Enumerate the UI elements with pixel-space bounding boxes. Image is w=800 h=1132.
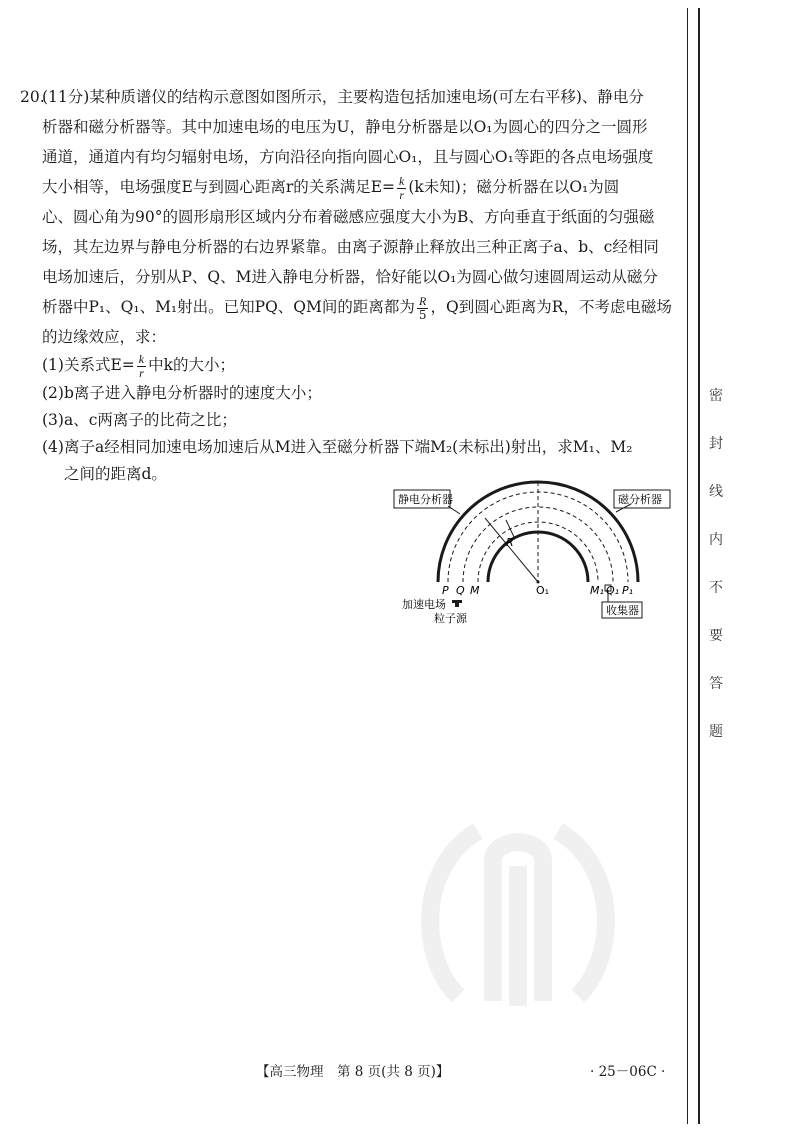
side-char: 线 [709, 484, 723, 500]
label-Q: Q [456, 584, 465, 597]
fraction-numerator: k [138, 351, 145, 366]
watermark-right-stroke [558, 831, 606, 996]
side-char: 要 [709, 628, 723, 644]
label-electrostatic-analyzer: 静电分析器 [398, 493, 453, 506]
side-char: 封 [709, 436, 723, 452]
electrostatic-outer-arc [438, 482, 538, 582]
radius-arrow [506, 520, 514, 537]
stem-text: (k未知)；磁分析器在以O₁为圆 [408, 178, 620, 196]
stem-text: 析器中P₁、Q₁、M₁射出。已知PQ、QM间的距离都为 [42, 298, 415, 316]
fraction-denominator: r [139, 365, 144, 380]
watermark-svg [418, 806, 618, 1016]
sub-question-text: 中k的大小； [148, 356, 235, 374]
stem-line: 析器和磁分析器等。其中加速电场的电压为U，静电分析器是以O₁为圆心的四分之一圆形 [42, 118, 648, 136]
label-Q1: Q₁ [606, 584, 620, 597]
label-acceleration-field: 加速电场 [402, 598, 446, 611]
question-stem [22, 82, 677, 352]
question-text [22, 82, 677, 352]
sub-question-text: (1)关系式E= [42, 356, 135, 374]
sub-questions [22, 352, 677, 488]
label-P1: P₁ [622, 584, 634, 597]
sub-question-3: (3)a、c两离子的比荷之比； [42, 410, 237, 429]
binding-line-outer [687, 8, 688, 1124]
stem-text: ，Q到圆心距离为R，不考虑电磁场 [430, 298, 672, 316]
stem-line: (11分)某种质谱仪的结构示意图如图所示，主要构造包括加速电场(可左右平移)、静电分 [42, 88, 644, 106]
label-magnetic-analyzer: 磁分析器 [618, 493, 662, 506]
binding-margin-note [705, 372, 727, 756]
question-block [22, 82, 677, 488]
label-M: M [470, 584, 480, 597]
fraction-numerator: R [419, 293, 427, 308]
label-collector: 收集器 [606, 604, 639, 617]
fraction-numerator: k [399, 173, 405, 188]
side-char: 密 [709, 388, 723, 404]
side-char: 不 [709, 580, 723, 596]
fraction-denominator: 5 [418, 307, 427, 322]
diagram-svg [388, 482, 678, 642]
binding-line-inner [698, 8, 700, 1124]
stem-line: 的边缘效应，求： [42, 328, 167, 346]
watermark-logo [418, 806, 618, 1016]
stem-line: 通道，通道内有均匀辐射电场，方向沿径向指向圆心O₁，且与圆心O₁等距的各点电场强度 [42, 148, 654, 166]
label-M1: M₁ [590, 584, 604, 597]
sub-question-4-cont: 之间的距离d。 [64, 464, 167, 483]
sub-question-4: (4)离子a经相同加速电场加速后从M进入至磁分析器下端M₂(未标出)射出，求M₁、M₂ [42, 437, 633, 456]
footer-page-info: 【高三物理 第 8 页(共 8 页)】 [256, 1064, 450, 1080]
label-P: P [442, 584, 449, 597]
sub-question-1 [42, 352, 677, 380]
side-char: 答 [709, 676, 723, 692]
watermark-left-stroke [430, 831, 478, 996]
sub-question-2: (2)b离子进入静电分析器时的速度大小； [42, 383, 322, 402]
fraction-k-over-r [137, 353, 146, 380]
label-R: R [506, 536, 514, 549]
stem-line: 场，其左边界与静电分析器的右边界紧靠。由离子源静止释放出三种正离子a、b、c经相同 [42, 238, 659, 256]
side-char: 题 [709, 724, 723, 740]
fraction-k-over-r [397, 175, 406, 202]
stem-line: 电场加速后，分别从P、Q、M进入静电分析器，恰好能以O₁为圆心做匀速圆周运动从磁分 [42, 268, 658, 286]
fraction-denominator: r [399, 187, 405, 202]
label-particle-source: 粒子源 [434, 612, 467, 625]
stem-line-with-fraction [42, 172, 677, 202]
question-number: 20. [20, 88, 45, 106]
stem-line: 心、圆心角为90°的圆形扇形区域内分布着磁感应强度大小为B、方向垂直于纸面的匀强磁 [42, 208, 655, 226]
footer-exam-code: · 25－06C · [590, 1064, 666, 1080]
radius-line [485, 518, 538, 582]
stem-line-with-fraction [42, 292, 677, 322]
fraction-R-over-5 [417, 295, 429, 322]
label-O1: O₁ [536, 584, 550, 597]
source-icon [452, 600, 462, 607]
mass-spectrometer-diagram [388, 482, 678, 642]
stem-text: 大小相等，电场强度E与到圆心距离r的关系满足E= [42, 178, 396, 196]
side-char: 内 [709, 532, 723, 548]
